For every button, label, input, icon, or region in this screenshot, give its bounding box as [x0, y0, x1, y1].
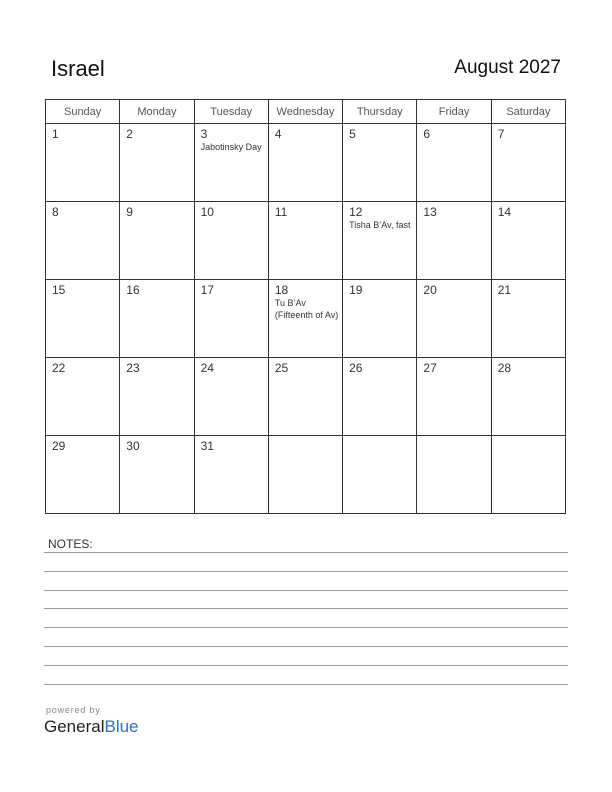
holiday-label: Tu B’Av (Fifteenth of Av)	[274, 298, 339, 320]
weekday-header: Tuesday	[194, 100, 268, 124]
weekday-header: Monday	[120, 100, 194, 124]
day-cell	[194, 280, 268, 358]
note-line	[44, 552, 568, 553]
note-line	[44, 646, 568, 647]
day-number: 26	[349, 361, 363, 375]
week-row	[46, 358, 566, 436]
brand-blue: Blue	[104, 717, 139, 736]
day-cell	[120, 124, 194, 202]
country-title: Israel	[51, 56, 105, 81]
note-line	[44, 627, 568, 628]
day-cell	[194, 358, 268, 436]
day-number: 17	[200, 283, 214, 297]
day-number: 25	[274, 361, 289, 375]
day-number: 7	[497, 127, 505, 141]
weekday-header: Sunday	[46, 100, 120, 124]
day-number: 22	[52, 361, 66, 375]
day-cell	[268, 436, 342, 514]
day-cell	[343, 436, 417, 514]
brand-general: General	[44, 717, 105, 736]
day-number: 20	[423, 283, 437, 297]
day-cell	[46, 436, 120, 514]
day-number: 23	[126, 361, 140, 375]
weekday-header: Thursday	[343, 100, 417, 124]
day-cell	[268, 358, 342, 436]
day-cell	[268, 124, 342, 202]
day-number: 3	[200, 127, 208, 141]
weekday-header: Wednesday	[268, 100, 342, 124]
day-number: 28	[497, 361, 512, 375]
day-cell	[120, 436, 194, 514]
day-number: 10	[200, 205, 214, 219]
day-cell	[120, 202, 194, 280]
day-number: 4	[274, 127, 282, 141]
day-cell	[491, 124, 565, 202]
day-number: 29	[52, 439, 66, 453]
day-cell	[46, 124, 120, 202]
week-row	[46, 124, 566, 202]
day-number: 2	[126, 127, 133, 141]
day-cell	[491, 358, 565, 436]
day-number: 21	[497, 283, 512, 297]
day-cell	[46, 358, 120, 436]
day-cell	[194, 124, 268, 202]
day-cell	[343, 124, 417, 202]
powered-by-text: powered by	[46, 705, 101, 715]
day-number: 15	[52, 283, 66, 297]
day-number: 30	[126, 439, 140, 453]
note-line	[44, 665, 568, 666]
day-cell	[417, 436, 491, 514]
brand-logo[interactable]	[44, 717, 139, 737]
day-number: 27	[423, 361, 437, 375]
day-cell	[491, 436, 565, 514]
day-cell	[46, 202, 120, 280]
weekday-header: Friday	[417, 100, 491, 124]
note-line	[44, 590, 568, 591]
day-number: 5	[349, 127, 356, 141]
note-line	[44, 571, 568, 572]
day-cell	[491, 202, 565, 280]
day-number: 14	[497, 205, 512, 219]
notes-label: NOTES:	[48, 537, 93, 551]
day-cell	[491, 280, 565, 358]
day-cell	[194, 436, 268, 514]
day-cell	[417, 280, 491, 358]
day-cell	[417, 124, 491, 202]
day-number: 9	[126, 205, 133, 219]
holiday-label: Jabotinsky Day	[200, 142, 262, 152]
day-cell	[268, 280, 342, 358]
day-number: 24	[200, 361, 214, 375]
note-line	[44, 684, 568, 685]
note-line	[44, 608, 568, 609]
week-row	[46, 202, 566, 280]
day-cell	[194, 202, 268, 280]
holiday-label: Tisha B’Av, fast	[349, 220, 411, 230]
day-number: 1	[52, 127, 59, 141]
day-number: 6	[423, 127, 431, 141]
day-cell	[268, 202, 342, 280]
day-number: 12	[349, 205, 363, 219]
day-cell	[343, 358, 417, 436]
day-number: 19	[349, 283, 363, 297]
day-cell	[120, 280, 194, 358]
weekday-header: Saturday	[491, 100, 565, 124]
week-row	[46, 436, 566, 514]
day-cell	[343, 280, 417, 358]
weekday-header-row	[46, 100, 566, 124]
day-number: 13	[423, 205, 437, 219]
month-title: August 2027	[454, 57, 561, 78]
day-cell	[46, 280, 120, 358]
day-cell	[120, 358, 194, 436]
day-cell	[417, 202, 491, 280]
day-cell	[343, 202, 417, 280]
day-number: 31	[200, 439, 214, 453]
day-number: 18	[274, 283, 289, 297]
day-number: 8	[52, 205, 59, 219]
day-number: 16	[126, 283, 140, 297]
calendar-grid	[45, 99, 566, 514]
week-row	[46, 280, 566, 358]
day-number: 11	[274, 205, 288, 219]
day-cell	[417, 358, 491, 436]
